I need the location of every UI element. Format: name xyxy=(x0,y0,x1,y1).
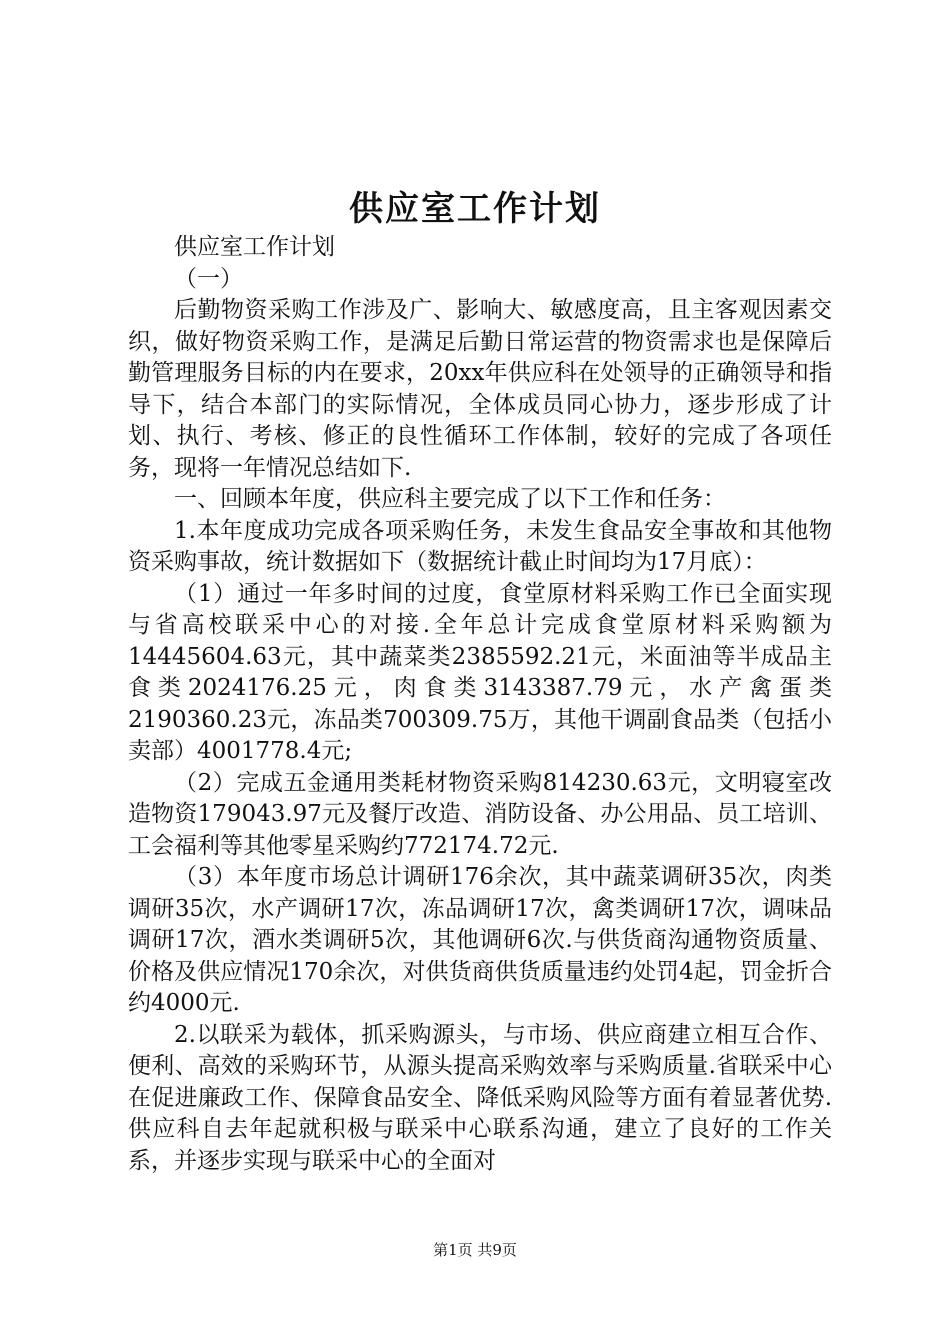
paragraph-item-1-3: （3）本年度市场总计调研176余次，其中蔬菜调研35次，肉类调研35次，水产调研17次，冻品调研17次，禽类调研17次，调味品调研17次，酒水类调研5次，其他调研6次.与供货商沟通物资质量、价格及供应情况170余次，对供货商供货质量违约处罚4起，罚金折合约4000元. xyxy=(128,864,832,1016)
paragraph-item-2: 2.以联采为载体，抓采购源头，与市场、供应商建立相互合作、便利、高效的采购环节，从源头提高采购效率与采购质量.省联采中心在促进廉政工作、保障食品安全、降低采购风险等方面有着显著优势.供应科自去年起就积极与联采中心联系沟通，建立了良好的工作关系，并逐步实现与联采中心的全面对 xyxy=(128,1021,832,1174)
paragraph-heading-review: 一、回顾本年度，供应科主要完成了以下工作和任务： xyxy=(174,486,726,512)
page-footer: 第1页 共9页 xyxy=(433,1241,517,1259)
document-title: 供应室工作计划 xyxy=(349,189,601,229)
paragraph-intro: 后勤物资采购工作涉及广、影响大、敏感度高，且主客观因素交织，做好物资采购工作，是满足后勤日常运营的物资需求也是保障后勤管理服务目标的内在要求，20xx年供应科在处领导的正确领导和指导下，结合本部门的实际情况，全体成员同心协力，逐步形成了计划、执行、考核、修正的良性循环工作体制，较好的完成了各项任务，现将一年情况总结如下. xyxy=(128,297,832,481)
paragraph-item-1-2: （2）完成五金通用类耗材物资采购814230.63元，文明寝室改造物资179043.97元及餐厅改造、消防设备、办公用品、员工培训、工会福利等其他零星采购约772174.72元. xyxy=(128,769,832,859)
document-subtitle: 供应室工作计划 xyxy=(174,234,335,260)
section-marker: （一） xyxy=(174,265,243,292)
paragraph-item-1: 1.本年度成功完成各项采购任务，未发生食品安全事故和其他物资采购事故，统计数据如下（数据统计截止时间均为17月底）： xyxy=(128,517,832,575)
paragraph-item-1-1: （1）通过一年多时间的过度，食堂原材料采购工作已全面实现与省高校联采中心的对接.全年总计完成食堂原材料采购额为14445604.63元，其中蔬菜类2385592.21元，米面油等半成品主食类2024176.25元，肉食类3143387.79元，水产禽蛋类2190360.23元，冻品类700309.75万，其他干调副食品类（包括小卖部）4001778.4元; xyxy=(128,580,832,764)
document-body xyxy=(128,232,832,1177)
